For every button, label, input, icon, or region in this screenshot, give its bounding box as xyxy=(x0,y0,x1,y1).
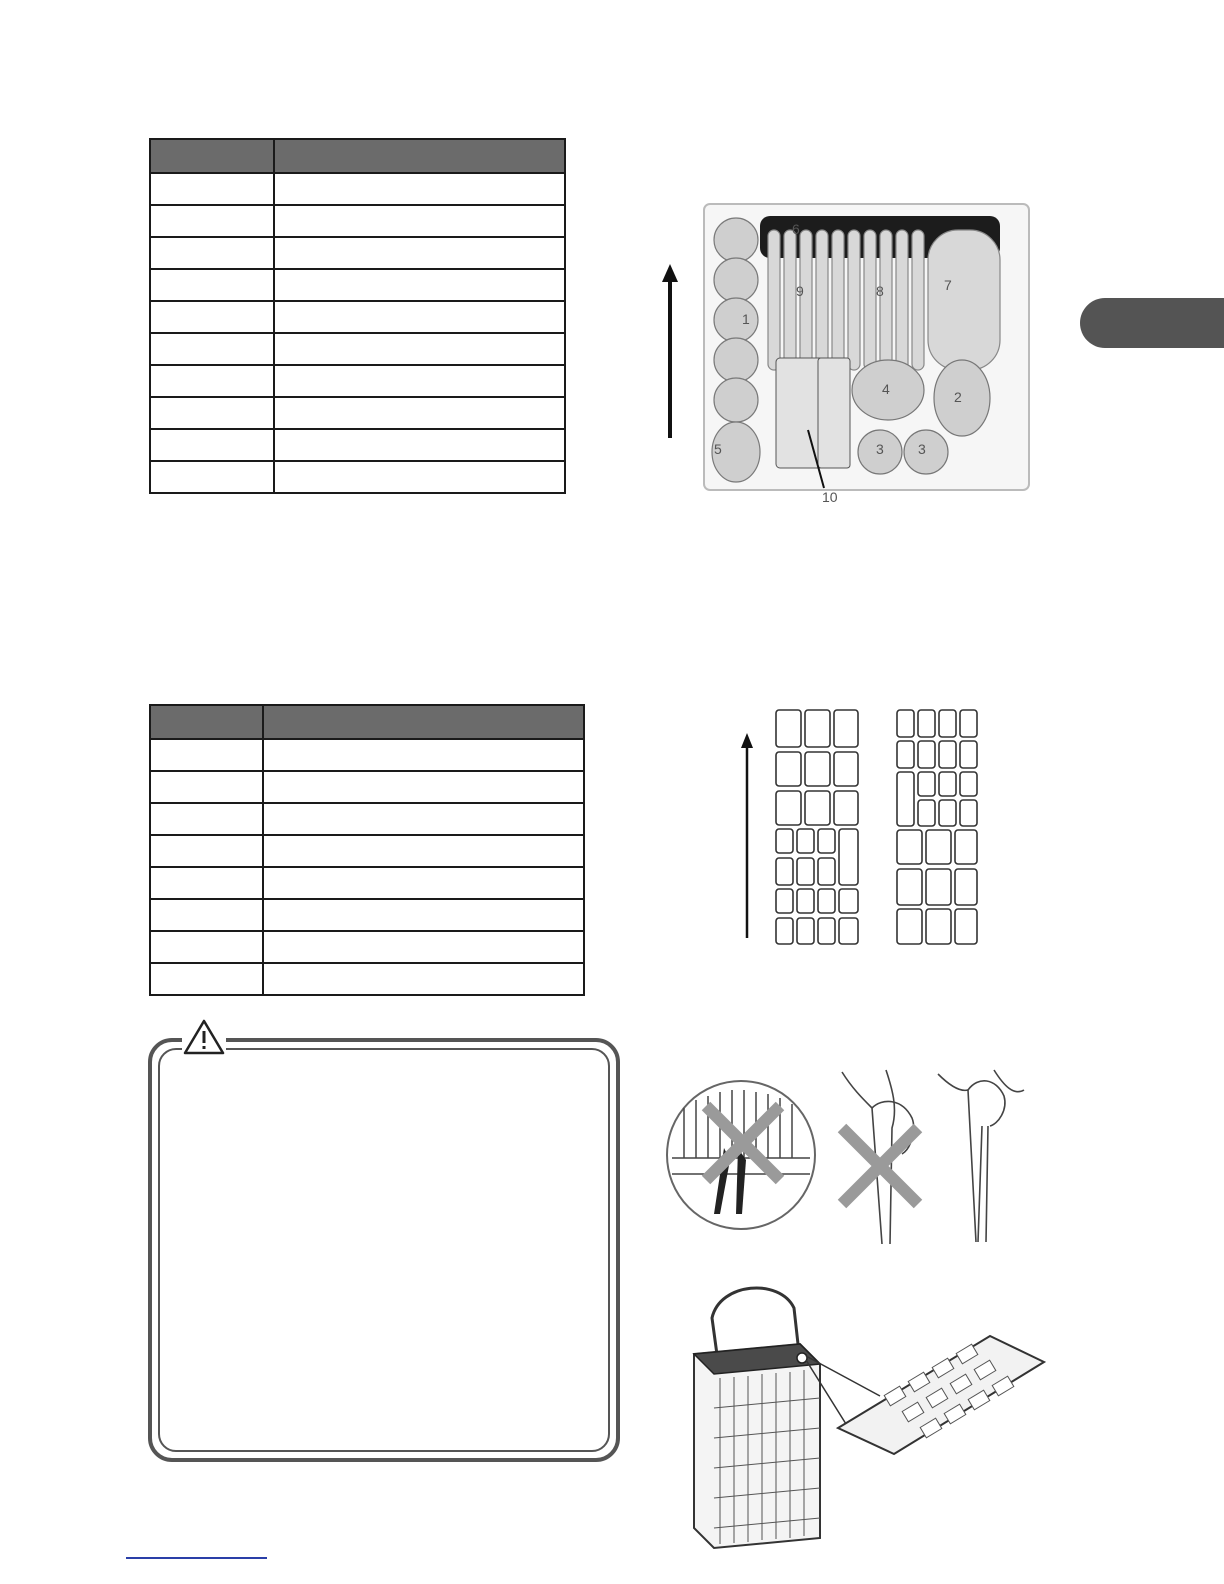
table-row xyxy=(150,931,584,963)
cross-mark-icon xyxy=(842,1128,918,1204)
rack-label: 1 xyxy=(742,311,750,327)
table-row xyxy=(150,205,565,237)
table-cell xyxy=(274,429,565,461)
table-header-row xyxy=(150,139,565,173)
header-item xyxy=(263,705,584,739)
arrow-up-icon xyxy=(658,262,682,442)
table-row xyxy=(150,899,584,931)
cutlery-basket-illustration xyxy=(690,1278,1046,1558)
table-row xyxy=(150,963,584,995)
table-cell xyxy=(263,771,584,803)
table-cell xyxy=(274,237,565,269)
rack-label: 3 xyxy=(876,441,884,457)
table-cell xyxy=(274,173,565,205)
table-cell xyxy=(263,931,584,963)
hand-holding-handle-correct-illustration xyxy=(934,1066,1034,1242)
table-row xyxy=(150,739,584,771)
table-cell xyxy=(150,931,263,963)
table-cell xyxy=(150,429,274,461)
cutlery-basket-layout xyxy=(772,706,982,948)
dish-load-table xyxy=(149,138,566,494)
table-cell xyxy=(150,365,274,397)
warning-box xyxy=(148,1038,620,1462)
table-cell xyxy=(150,963,263,995)
arrow-up-icon xyxy=(737,732,757,940)
table-cell xyxy=(150,771,263,803)
table-row xyxy=(150,365,565,397)
table-row xyxy=(150,771,584,803)
table-row xyxy=(150,867,584,899)
table-cell xyxy=(274,333,565,365)
knife-placement-wrong-illustration xyxy=(664,1078,818,1232)
dish-rack-illustration xyxy=(700,190,1035,510)
hand-holding-blade-wrong-illustration xyxy=(832,1068,932,1244)
cutlery-load-table xyxy=(149,704,585,996)
table-cell xyxy=(150,269,274,301)
table-cell xyxy=(150,739,263,771)
warning-box-inner xyxy=(158,1048,610,1452)
table-cell xyxy=(263,867,584,899)
table-cell xyxy=(274,269,565,301)
table-cell xyxy=(274,365,565,397)
table-cell xyxy=(263,835,584,867)
table-cell xyxy=(274,397,565,429)
table-cell xyxy=(274,301,565,333)
table-cell xyxy=(263,739,584,771)
warning-triangle-icon xyxy=(182,1018,226,1056)
rack-label: 8 xyxy=(876,283,884,299)
header-number xyxy=(150,705,263,739)
table-row xyxy=(150,237,565,269)
table-cell xyxy=(263,963,584,995)
rack-label: 6 xyxy=(792,221,800,237)
header-item xyxy=(274,139,565,173)
rack-label: 2 xyxy=(954,389,962,405)
table-cell xyxy=(150,835,263,867)
rack-label: 7 xyxy=(944,277,952,293)
table-row xyxy=(150,429,565,461)
rack-label: 4 xyxy=(882,381,890,397)
table-row xyxy=(150,269,565,301)
table-cell xyxy=(263,899,584,931)
table-cell xyxy=(150,461,274,493)
table-cell xyxy=(150,237,274,269)
table-cell xyxy=(150,333,274,365)
header-number xyxy=(150,139,274,173)
chapter-tab xyxy=(1080,298,1224,348)
table-cell xyxy=(263,803,584,835)
table-cell xyxy=(150,899,263,931)
table-header-row xyxy=(150,705,584,739)
table-cell xyxy=(150,397,274,429)
rack-label: 10 xyxy=(822,489,838,505)
table-cell xyxy=(274,205,565,237)
table-cell xyxy=(150,205,274,237)
footer-rule xyxy=(126,1557,267,1559)
rack-label: 3 xyxy=(918,441,926,457)
table-row xyxy=(150,173,565,205)
rack-label: 5 xyxy=(714,441,722,457)
table-row xyxy=(150,333,565,365)
rack-label: 9 xyxy=(796,283,804,299)
table-row xyxy=(150,461,565,493)
table-cell xyxy=(150,173,274,205)
table-cell xyxy=(274,461,565,493)
table-cell xyxy=(150,803,263,835)
table-row xyxy=(150,301,565,333)
table-cell xyxy=(150,867,263,899)
table-cell xyxy=(150,301,274,333)
table-row xyxy=(150,803,584,835)
table-row xyxy=(150,835,584,867)
table-row xyxy=(150,397,565,429)
